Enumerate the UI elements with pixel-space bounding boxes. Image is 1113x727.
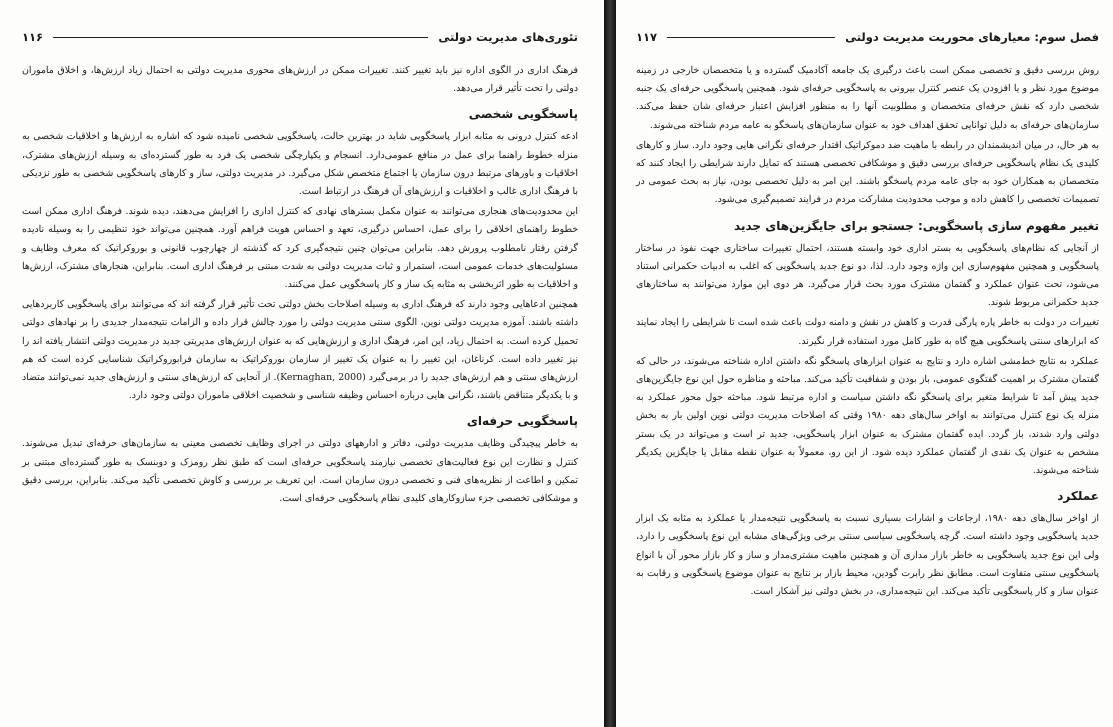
paragraph: این محدودیت‌های هنجاری می‌توانند به عنوان مکمل بسترهای نهادی که کنترل اداری را افزایش می‌دهند، دیده شوند. فرهنگ اداری ممکن است خطوط راهنمای اخلاقی را برای عمل، احساس درگیری، تعهد و احساس هویت فراهم آورد. همچنین می‌تواند خود تنظیمی را به وسیله نادیده گرفتن رفتار نامطلوب پرورش دهد. بنابراین می‌توان چنین نتیجه‌گیری کرد که گذشته از چهارچوب قانونی و بوروکراتیک که معرف وظایف و مسئولیت‌های خدمات عمومی است، استمرار و ثبات مدیریت دولتی به شدت مبتنی بر فرهنگ اداری است. بنابراین، هنجارهای مشترک، ارزش‌ها و اخلاقیات به طور اثربخشی به مثابه یک ساز و کار پاسخگویی عمل می‌کنند. [22,206,578,291]
paragraph: از آنجایی که نظام‌های پاسخگویی به بستر اداری خود وابسته هستند، احتمال تغییرات ساختاری جهت نفوذ در ساختار پاسخگویی و همچنین مفهوم‌سازی این واژه وجود دارد. لذا، دو نوع جدید پاسخگویی که اغلب به ادبیات حکمرانی استناد می‌شود، تحت عنوان عملکرد و گفتمان مشترک مورد بحث قرار می‌گیرد. هر دوی این موارد می‌توانند به ساختارهای جدید حکمرانی مربوط شوند. [636,242,1099,309]
right-page-number: ۱۱۷ [636,30,658,44]
paragraph: روش بررسی دقیق و تخصصی ممکن است باعث درگیری یک جامعه آکادمیک گسترده و یا متخصصان خارجی در زمینه موضوع مورد نظر و یا افزودن یک عنصر کنترل بیرونی به پاسخگویی حرفه‌ای شود. همچنین پاسخگویی حرفه‌ای یک جنبه شخصی دارد که نقش حرفه‌ای متخصصان و مطلوبیت آنها را به منظور افزایش اعتبار حرفه‌ای شان حفظ می‌کند. سازمان‌های حرفه‌ای به دلیل توانایی تحقق اهداف خود به عنوان سازمان‌های پاسخگو به عامه مردم شناخته می‌شوند. [636,65,1099,131]
paragraph: ادعه کنترل درونی به مثابه ابزار پاسخگویی شاید در بهترین حالت، پاسخگویی شخصی نامیده شود که اشاره به ارزش‌ها و اخلاقیات شخصی به منزله خطوط راهنما برای عمل در منافع عمومی‌دارد. انسجام و یکپارچگی شخصی یک فرد به طور گسترده‌ای به وسیله ارزش‌های مشترک، اخلاقیات و باورهای مرتبط درون سازمان یا اجتماع متخصص شکل می‌گیرد. در مدیریت دولتی، ساز و کارهای پاسخگویی شخصی به طور نزدیکی با فرهنگ اداری غالب و اخلاقیات و ارزش‌های آن فرهنگ در ارتباط است. [22,131,578,198]
paragraph: به خاطر پیچیدگی وظایف مدیریت دولتی، دفاتر و ادارههای دولتی در اجرای وظایف تخصصی معینی به سازمان‌های حرفه‌ای تبدیل می‌شوند. کنترل و نظارت این نوع فعالیت‌های تخصصی نیازمند پاسخگویی حرفه‌ای است که طبق نظر رومزک و دوبنسک به طور گسترده‌ای مبتنی بر تمکین و اطاعت از نظریه‌های فنی و تخصصی درون سازمان است. این تعریف بر بررسی و کاوش تخصصی تأکید می‌کند. بنابراین، بررسی دقیق و موشکافی تخصصی جزء سازوکارهای کلیدی نظام پاسخگویی حرفه‌ای است. [22,438,578,505]
header-rule [667,37,835,38]
section-heading: پاسخگویی حرفه‌ای [466,414,578,429]
section-heading: عملکرد [1057,489,1099,504]
paragraph: همچنین ادعاهایی وجود دارند که فرهنگ اداری به وسیله اصلاحات بخش دولتی تحت تأثیر قرار گرفته اند که می‌توانند برای پاسخگویی کاربردهایی داشته باشند. آموزه مدیریت دولتی نوین، الگوی سنتی مدیریت دولتی را مورد چالش قرار داده و الزامات نتیجه‌مدار جدیدی را بر نهادهای دولتی تحمیل کرده است. به احتمال زیاد، این امر، فرهنگ اداری و ارزش‌هایی که به عنوان ارزش‌های مدیریتی جدید در مدیریت دولتی انتشار یافته اند را نیز تغییر داده است. کرناغان، این تغییر را به عنوان یک تغییر از سازمان بوروکراتیک به سازمان فرابوروکراتیک شناسایی کرده است که هم ارزش‌های سنتی و هم ارزش‌های جدید را در برمی‌گیرد (Kernaghan, 2000). از آنجایی که ارزش‌های سنتی و ارزش‌های جدید نمی‌توانند متضاد و با یکدیگر متناقض باشند، نگرانی هایی درباره احساس وظیفه شناسی و شخصیت اخلاقی ماموران دولتی وجود دارد. [22,299,578,402]
left-page-title: تئوری‌های مدیریت دولتی [438,30,578,44]
section-heading: پاسخگویی شخصی [468,107,578,122]
right-page-title: فصل سوم: معیارهای محوریت مدیریت دولتی [845,30,1099,44]
paragraph: به هر حال، در میان اندیشمندان در رابطه با ماهیت ضد دموکراتیک اقتدار حرفه‌ای نگرانی هایی وجود دارد. ساز و کارهای کلیدی یک نظام پاسخگویی حرفه‌ای بررسی دقیق و موشکافی تخصصی هستند که تمایل دارند شرایطی را ایجاد کنند که متخصصان به همکاران خود به جای عامه مردم پاسخگو باشند. این امر به دلیل تخصصی بودن، نیاز به بحث عمومی در تصمیمات تخصصی را کاهش داده و موجب محدودیت مشارکت مردم در فرایند تصمیم‌گیری می‌شود. [636,139,1099,206]
header-rule [53,37,428,38]
left-page-content [22,62,578,508]
right-page-content [636,62,1099,601]
paragraph: عملکرد به نتایج خط‌مشی اشاره دارد و نتایج به عنوان ابزارهای پاسخگو نگه داشتن اداره شناخته می‌شوند، در حالی که گفتمان مشترک بر اهمیت گفتگوی عمومی، باز بودن و شفافیت تأکید می‌کند. مباحثه و مناظره حول این نوع جایگزین‌های جدید پیش آمد تا شرایط متغیر برای پاسخگو نگه داشتن سیاست و اداره مرتبط شود. مباحثه حول محور عملکرد به منزله یک نوع کنترل می‌توانند به اواخر سال‌های دهه ۱۹۸۰ وقتی که اصلاحات مدیریت دولتی نوین اولین بار به بخش دولتی وارد شدند، باز گردد. ایده گفتمان مشترک به عنوان ابزار پاسخگویی، جدید تر است و می‌تواند در یک بستر مشخص به عنوان یک نقدی از گفتمان عملکرد دیده شود. از این رو، معمولاً به عنوان نقطه مقابل یا جایگزین یکدیگر شناخته می‌شوند. [636,355,1099,477]
section-heading: تغییر مفهوم سازی پاسخگویی: جستجو برای جایگزین‌های جدید [734,218,1099,233]
right-page-header [636,30,1099,48]
book-gutter [604,0,616,727]
paragraph: از اواخر سال‌های دهه ۱۹۸۰، ارجاعات و اشارات بسیاری نسبت به پاسخگویی نتیجه‌مدار یا عملکرد به مثابه یک ابزار جدید پاسخگویی وجود داشته است. گرچه پاسخگویی سیاسی سنتی برخی ویژگی‌های مشابه این نوع پاسخگویی را دارد، ولی این نوع جدید پاسخگویی به خاطر بازار مداری آن و همچنین ماهیت مشتری‌مدار و ساز و کار بازار محور آن با انواع پاسخگویی سنتی متفاوت است. مطابق نظر رابرت گودین، محیط بازار بر نتایج به عنوان موضوع پاسخگویی و رقابت به عنوان ساز و کار پاسخگویی تأکید می‌کند. این نتیجه‌مداری، در بخش دولتی نیز آشکار است. [636,513,1099,598]
paragraph: تغییرات در دولت به خاطر پاره پارگی قدرت و کاهش در نقش و دامنه دولت باعث شده است تا شرایطی را ایجاد نمایند که ابزارهای سنتی پاسخگویی هیچ گاه به طور کامل مورد استفاده قرار نگیرند. [636,317,1099,347]
left-page-number: ۱۱۶ [22,30,44,44]
left-page-header [22,30,578,48]
paragraph: فرهنگ اداری در الگوی اداره نیز باید تغییر کنند. تغییرات ممکن در ارزش‌های محوری مدیریت دولتی به احتمال زیاد ارزش‌ها، و اخلاق ماموران دولتی را تحت تأثیر قرار می‌دهد. [22,65,578,95]
right-page [616,0,1113,727]
